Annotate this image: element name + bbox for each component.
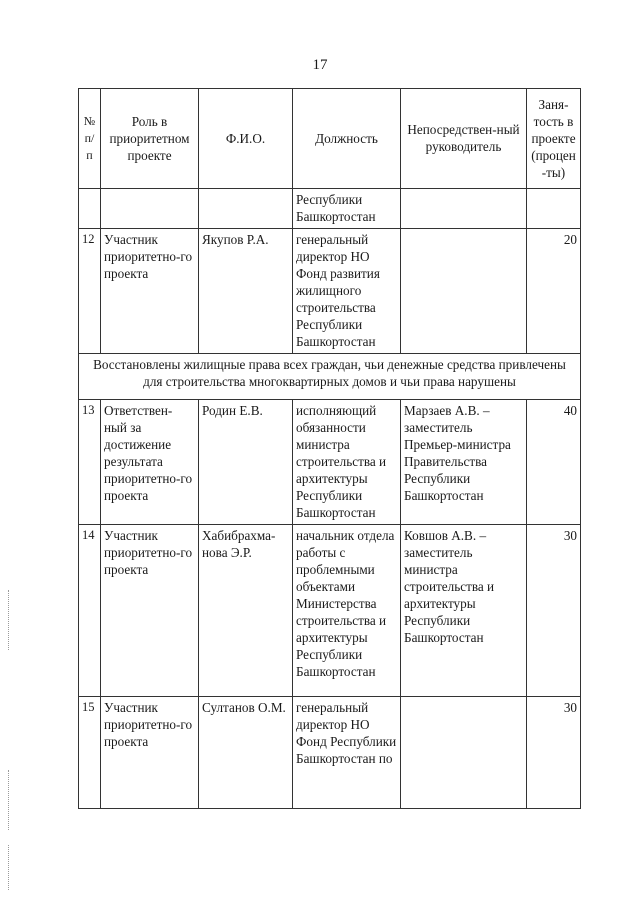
row-supervisor: Марзаев А.В. – заместитель Премьер-министра Правительства Республики Башкортостан <box>401 400 527 525</box>
row-name: Якупов Р.А. <box>199 229 293 354</box>
row-number: 15 <box>79 697 101 809</box>
section-heading: Восстановлены жилищные права всех граждан, чьи денежные средства привлечены для строительства многоквартирных домов и чьи права нарушены <box>79 354 581 400</box>
scan-artifact-dots <box>8 845 11 890</box>
row-name: Родин Е.В. <box>199 400 293 525</box>
header-number: № п/п <box>79 89 101 189</box>
row-position: генеральный директор НО Фонд развития жилищного строительства Республики Башкортостан <box>293 229 401 354</box>
row-number <box>79 189 101 229</box>
row-position: исполняющий обязанности министра строительства и архитектуры Республики Башкортостан <box>293 400 401 525</box>
row-supervisor <box>401 229 527 354</box>
row-number: 12 <box>79 229 101 354</box>
row-name: Хабибрахма-нова Э.Р. <box>199 525 293 697</box>
section-row <box>79 354 581 400</box>
row-role: Участник приоритетно-го проекта <box>101 697 199 809</box>
row-role <box>101 189 199 229</box>
row-name: Султанов О.М. <box>199 697 293 809</box>
project-participants-table <box>78 88 581 809</box>
table-row <box>79 525 581 697</box>
row-name <box>199 189 293 229</box>
row-number: 14 <box>79 525 101 697</box>
row-position: начальник отдела работы с проблемными объектами Министерства строительства и архитектуры Республики Башкортостан <box>293 525 401 697</box>
row-role: Участник приоритетно-го проекта <box>101 229 199 354</box>
table-header-row <box>79 89 581 189</box>
header-percent: Заня-тость в проекте (процен-ты) <box>527 89 581 189</box>
row-percent <box>527 189 581 229</box>
row-role: Участник приоритетно-го проекта <box>101 525 199 697</box>
table-row <box>79 189 581 229</box>
row-position: Республики Башкортостан <box>293 189 401 229</box>
header-position: Должность <box>293 89 401 189</box>
header-supervisor: Непосредствен-ный руководитель <box>401 89 527 189</box>
row-position: генеральный директор НО Фонд Республики Башкортостан по <box>293 697 401 809</box>
header-role: Роль в приоритетном проекте <box>101 89 199 189</box>
scan-artifact-dots <box>8 590 11 650</box>
table-row <box>79 697 581 809</box>
table-row <box>79 229 581 354</box>
scan-artifact-dots <box>8 770 11 830</box>
row-percent: 20 <box>527 229 581 354</box>
row-supervisor <box>401 697 527 809</box>
header-name: Ф.И.О. <box>199 89 293 189</box>
row-percent: 40 <box>527 400 581 525</box>
row-percent: 30 <box>527 525 581 697</box>
row-number: 13 <box>79 400 101 525</box>
row-supervisor: Ковшов А.В. – заместитель министра строительства и архитектуры Республики Башкортостан <box>401 525 527 697</box>
row-role: Ответствен-ный за достижение результата приоритетно-го проекта <box>101 400 199 525</box>
page-number: 17 <box>312 57 328 73</box>
row-supervisor <box>401 189 527 229</box>
table-row <box>79 400 581 525</box>
row-percent: 30 <box>527 697 581 809</box>
